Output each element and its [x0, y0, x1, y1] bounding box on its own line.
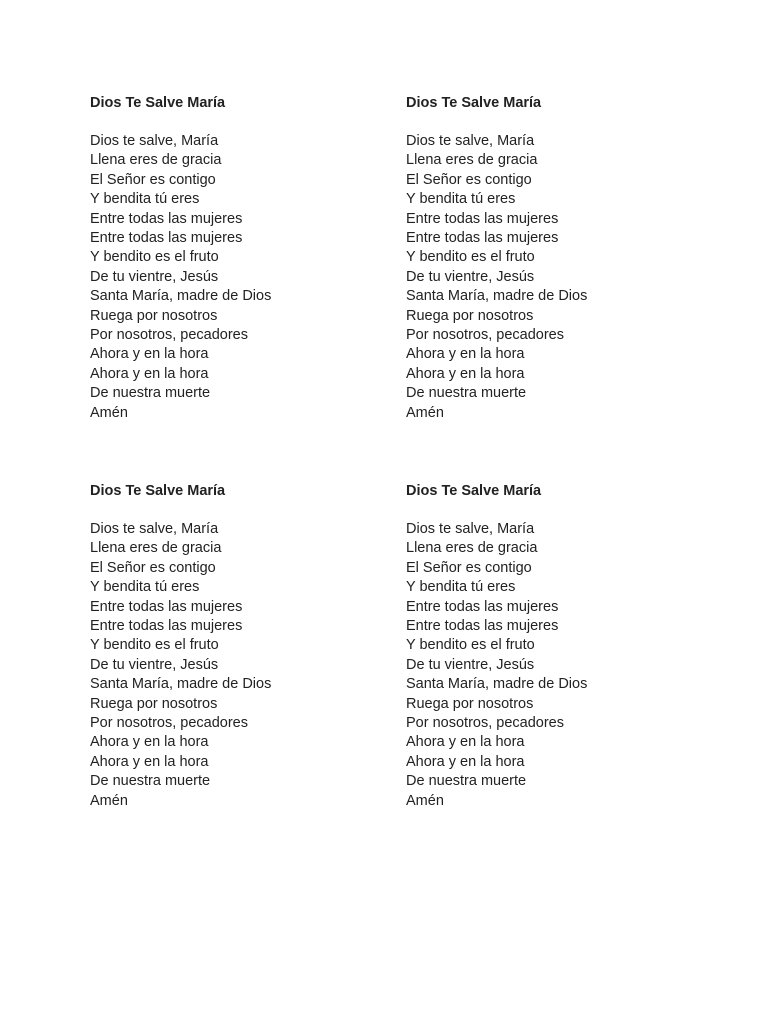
- prayer-line: Entre todas las mujeres: [406, 210, 559, 227]
- prayer-line: De tu vientre, Jesús: [406, 268, 535, 285]
- prayer-line: Llena eres de gracia: [90, 152, 222, 169]
- prayer-line: El Señor es contigo: [406, 171, 532, 188]
- prayer-lines: [90, 520, 390, 811]
- prayer-lines: [406, 520, 706, 811]
- prayer-line: Entre todas las mujeres: [406, 618, 559, 635]
- prayer-line: Amén: [406, 404, 444, 421]
- prayer-line: De nuestra muerte: [406, 385, 527, 402]
- prayer-line: De nuestra muerte: [90, 773, 211, 790]
- prayer-line: Dios te salve, María: [90, 521, 219, 537]
- prayer-block-1: [90, 94, 390, 423]
- prayer-line: Por nosotros, pecadores: [406, 327, 564, 344]
- prayer-title: Dios Te Salve María: [90, 95, 226, 111]
- prayer-line: Ahora y en la hora: [90, 753, 209, 770]
- prayer-line: Santa María, madre de Dios: [90, 676, 272, 693]
- prayer-line: Santa María, madre de Dios: [90, 288, 272, 305]
- prayer-line: Ruega por nosotros: [406, 307, 534, 324]
- prayer-line: Dios te salve, María: [406, 133, 535, 149]
- prayer-line: El Señor es contigo: [406, 559, 532, 576]
- prayer-line: Amén: [90, 404, 128, 421]
- prayer-line: Ahora y en la hora: [406, 365, 525, 382]
- prayer-line: De nuestra muerte: [406, 773, 527, 790]
- prayer-line: Ahora y en la hora: [406, 346, 525, 363]
- prayer-line: Entre todas las mujeres: [406, 230, 559, 247]
- prayer-line: Y bendito es el fruto: [406, 249, 535, 266]
- prayer-line: Entre todas las mujeres: [90, 210, 243, 227]
- prayer-line: Entre todas las mujeres: [406, 598, 559, 615]
- prayer-line: Amén: [406, 792, 444, 809]
- prayer-line: Dios te salve, María: [406, 521, 535, 537]
- prayer-line: Llena eres de gracia: [406, 540, 538, 557]
- prayer-block-4: [406, 482, 706, 811]
- prayer-line: Y bendita tú eres: [90, 191, 200, 208]
- prayer-line: El Señor es contigo: [90, 559, 216, 576]
- prayer-line: Amén: [90, 792, 128, 809]
- prayer-line: Llena eres de gracia: [406, 152, 538, 169]
- prayer-line: Entre todas las mujeres: [90, 618, 243, 635]
- prayer-lines: [90, 132, 390, 423]
- prayer-line: Ruega por nosotros: [90, 307, 218, 324]
- prayer-line: De tu vientre, Jesús: [90, 656, 219, 673]
- prayer-lines: [406, 132, 706, 423]
- prayer-line: Ahora y en la hora: [406, 753, 525, 770]
- prayer-line: Dios te salve, María: [90, 133, 219, 149]
- prayer-line: Y bendito es el fruto: [90, 249, 219, 266]
- prayer-line: Y bendito es el fruto: [90, 637, 219, 654]
- prayer-line: Santa María, madre de Dios: [406, 676, 588, 693]
- prayer-line: Por nosotros, pecadores: [406, 715, 564, 732]
- prayer-line: Ahora y en la hora: [90, 346, 209, 363]
- prayer-line: Llena eres de gracia: [90, 540, 222, 557]
- prayer-line: Ahora y en la hora: [406, 734, 525, 751]
- prayer-line: Y bendita tú eres: [406, 579, 516, 596]
- prayer-block-3: [90, 482, 390, 811]
- prayer-line: Entre todas las mujeres: [90, 230, 243, 247]
- prayer-line: Ruega por nosotros: [406, 695, 534, 712]
- prayer-line: De tu vientre, Jesús: [406, 656, 535, 673]
- prayer-line: Ahora y en la hora: [90, 734, 209, 751]
- prayer-line: Y bendito es el fruto: [406, 637, 535, 654]
- prayer-block-2: [406, 94, 706, 423]
- prayer-line: Por nosotros, pecadores: [90, 715, 248, 732]
- prayer-title: Dios Te Salve María: [90, 483, 226, 499]
- prayer-line: El Señor es contigo: [90, 171, 216, 188]
- prayer-title: Dios Te Salve María: [406, 483, 542, 499]
- prayer-line: Y bendita tú eres: [90, 579, 200, 596]
- prayer-line: Ahora y en la hora: [90, 365, 209, 382]
- prayer-line: De nuestra muerte: [90, 385, 211, 402]
- prayer-line: Y bendita tú eres: [406, 191, 516, 208]
- prayer-line: Ruega por nosotros: [90, 695, 218, 712]
- prayer-line: De tu vientre, Jesús: [90, 268, 219, 285]
- prayer-line: Entre todas las mujeres: [90, 598, 243, 615]
- prayer-line: Santa María, madre de Dios: [406, 288, 588, 305]
- prayer-line: Por nosotros, pecadores: [90, 327, 248, 344]
- prayer-title: Dios Te Salve María: [406, 95, 542, 111]
